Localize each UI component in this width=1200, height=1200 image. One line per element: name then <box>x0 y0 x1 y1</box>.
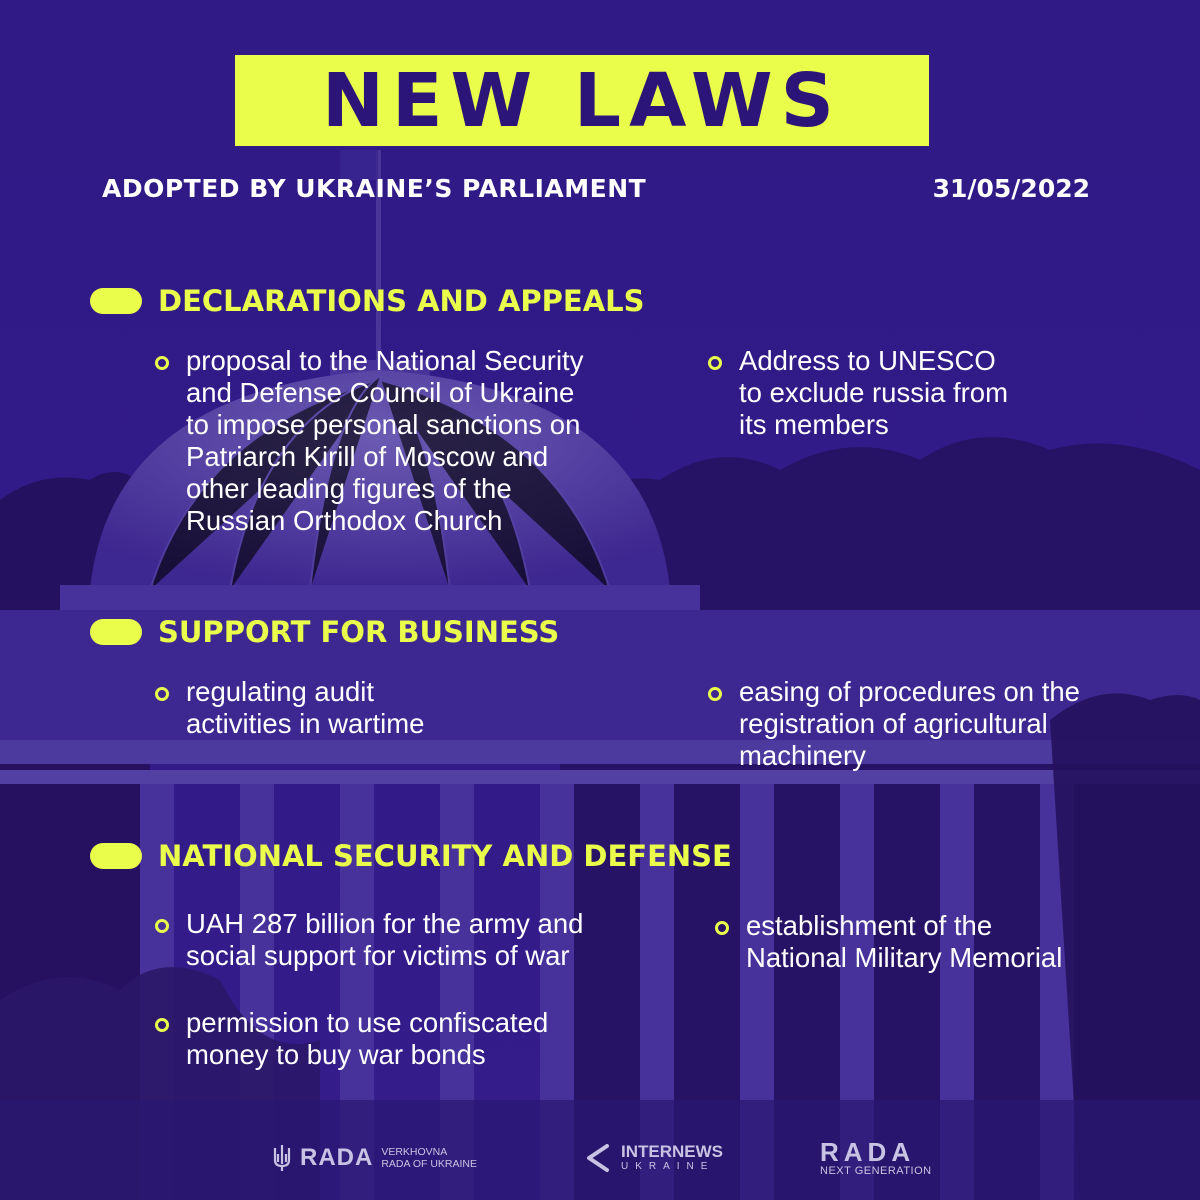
circle-bullet-icon <box>155 1018 169 1032</box>
circle-bullet-icon <box>155 356 169 370</box>
list-item <box>155 908 583 972</box>
list-item-text: proposal to the National Security and Defense Council of Ukraine to impose personal sanctions on Patriarch Kirill of Moscow and other leading figures of the Russian Orthodox Church <box>186 345 584 536</box>
list-item-text: Address to UNESCO to exclude russia from its members <box>739 345 1008 440</box>
logo-rada-next-generation <box>820 1138 932 1178</box>
list-item-text: easing of procedures on the registration of agricultural machinery <box>739 676 1080 771</box>
list-item <box>155 1007 548 1071</box>
title-banner <box>235 55 929 146</box>
trident-icon <box>272 1144 292 1172</box>
logo-subtext: VERKHOVNA RADA OF UKRAINE <box>381 1146 478 1170</box>
pill-marker-icon <box>90 288 142 314</box>
section-heading-business <box>90 612 559 652</box>
section-heading-security <box>90 836 732 876</box>
section-title: NATIONAL SECURITY AND DEFENSE <box>158 839 732 873</box>
page-title: NEW LAWS <box>322 57 842 144</box>
list-item-text: establishment of the National Military Memorial <box>746 910 1063 973</box>
pill-marker-icon <box>90 843 142 869</box>
list-item-text: UAH 287 billion for the army and social support for victims of war <box>186 908 584 971</box>
list-item <box>715 910 1062 974</box>
logo-word: INTERNEWS <box>621 1142 723 1161</box>
list-item-text: permission to use confiscated money to buy war bonds <box>186 1007 549 1070</box>
list-item <box>708 676 1080 772</box>
subtitle: ADOPTED BY UKRAINE’S PARLIAMENT <box>102 174 647 203</box>
internews-mark-icon <box>583 1142 615 1174</box>
list-item <box>155 676 424 740</box>
logo-word: RADA <box>300 1144 374 1171</box>
list-item <box>708 345 1008 441</box>
logo-internews <box>583 1138 723 1178</box>
logo-verkhovna-rada <box>272 1138 477 1178</box>
logo-subtext: UKRAINE <box>621 1161 715 1172</box>
pill-marker-icon <box>90 619 142 645</box>
circle-bullet-icon <box>155 919 169 933</box>
list-item <box>155 345 583 537</box>
section-heading-declarations <box>90 281 645 321</box>
logo-subtext: NEXT GENERATION <box>820 1164 932 1177</box>
section-title: SUPPORT FOR BUSINESS <box>158 615 560 649</box>
date-label: 31/05/2022 <box>932 174 1090 203</box>
section-title: DECLARATIONS AND APPEALS <box>158 284 645 318</box>
circle-bullet-icon <box>155 687 169 701</box>
circle-bullet-icon <box>715 921 729 935</box>
list-item-text: regulating audit activities in wartime <box>186 676 425 739</box>
logo-word: RADA <box>820 1136 916 1167</box>
circle-bullet-icon <box>708 687 722 701</box>
circle-bullet-icon <box>708 356 722 370</box>
